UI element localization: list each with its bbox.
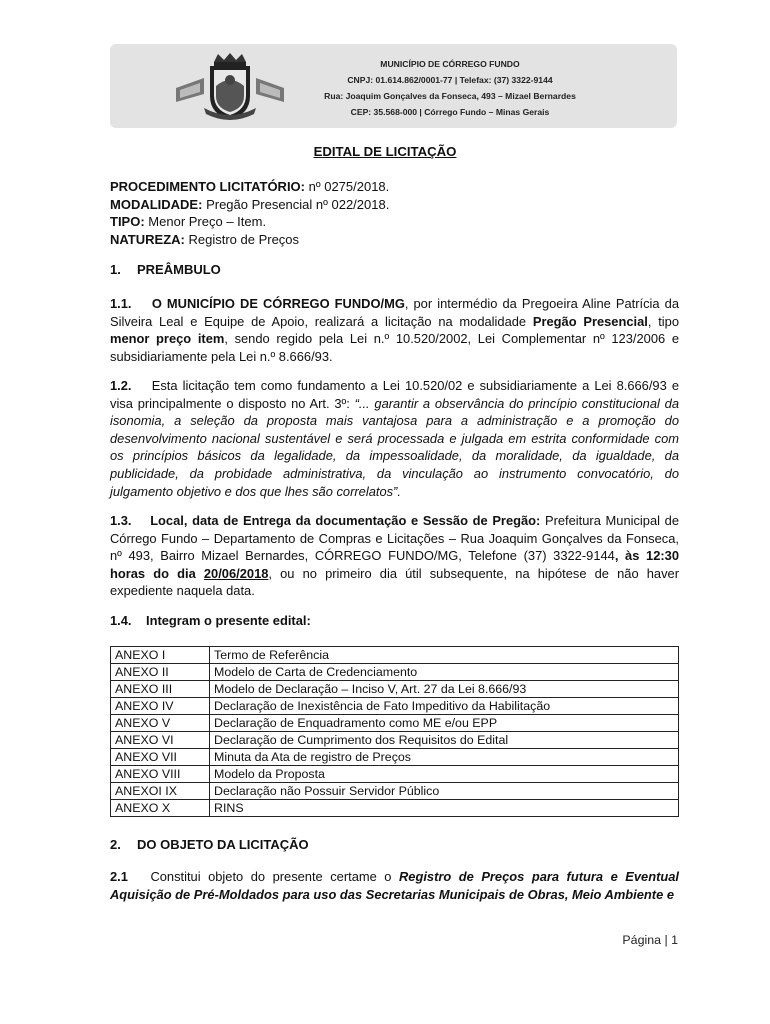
cnpj-line: CNPJ: 01.614.862/0001-77 | Telefax: (37) 3322-9144 — [347, 75, 553, 85]
meta-modality: MODALIDADE: Pregão Presencial nº 022/2018. — [110, 196, 390, 212]
annex-code: ANEXO X — [111, 800, 210, 817]
annex-row — [111, 766, 679, 783]
annex-row — [111, 698, 679, 715]
annex-code: ANEXO VIII — [111, 766, 210, 783]
annex-code: ANEXOI IX — [111, 783, 210, 800]
annex-row — [111, 732, 679, 749]
annex-description: RINS — [210, 800, 679, 817]
annex-description: Modelo de Declaração – Inciso V, Art. 27 da Lei 8.666/93 — [210, 681, 679, 698]
annex-table — [110, 646, 679, 817]
annex-description: Declaração não Possuir Servidor Público — [210, 783, 679, 800]
annex-row — [111, 664, 679, 681]
letterhead — [110, 44, 677, 128]
annex-description: Minuta da Ata de registro de Preços — [210, 749, 679, 766]
letterhead-text — [300, 56, 600, 120]
annex-code: ANEXO I — [111, 647, 210, 664]
document-title: EDITAL DE LICITAÇÃO — [313, 144, 457, 159]
annex-description: Termo de Referência — [210, 647, 679, 664]
annex-code: ANEXO V — [111, 715, 210, 732]
annex-row — [111, 647, 679, 664]
municipality-name: MUNICÍPIO DE CÓRREGO FUNDO — [380, 59, 520, 69]
meta-nature: NATUREZA: Registro de Preços — [110, 231, 300, 247]
annex-code: ANEXO III — [111, 681, 210, 698]
annex-row — [111, 783, 679, 800]
annex-description: Declaração de Cumprimento dos Requisitos do Edital — [210, 732, 679, 749]
annex-code: ANEXO VI — [111, 732, 210, 749]
section-2-heading: 2. DO OBJETO DA LICITAÇÃO — [110, 837, 309, 852]
annex-description: Declaração de Enquadramento como ME e/ou EPP — [210, 715, 679, 732]
annex-code: ANEXO II — [111, 664, 210, 681]
meta-procedure: PROCEDIMENTO LICITATÓRIO: nº 0275/2018. — [110, 179, 390, 194]
paragraph-1-2: 1.2. Esta licitação tem como fundamento a Lei 10.520/02 e subsidiariamente a Lei 8.666/93 e visa principalmente o disposto no Art. 3º: “... garantir a observância do princípio constitucional da isonomia, a seleção da proposta mais vantajosa para a administração e a promoção do desenvolvimento nacional sustentável e será processada e julgada em estrita conformidade com os princípios básicos da legalidade, da impessoalidade, da moralidade, da igualdade, da publicidade, da probidade administrativa, da vinculação ao instrumento convocatório, do julgamento objetivo e dos que lhes são correlatos”. — [110, 378, 679, 499]
meta-type: TIPO: Menor Preço – Item. — [110, 214, 267, 229]
annex-row — [111, 749, 679, 766]
section-1-heading: 1. PREÂMBULO — [110, 262, 221, 277]
paragraph-2-1: 2.1 Constitui objeto do presente certame o Registro de Preços para futura e Eventual Aquisição de Pré-Moldados para uso das Secretarias Municipais de Obras, Meio Ambiente e — [110, 869, 679, 902]
annex-row — [111, 800, 679, 817]
annex-code: ANEXO IV — [111, 698, 210, 715]
address-line: Rua: Joaquim Gonçalves da Fonseca, 493 – Mizael Bernardes — [324, 91, 576, 101]
annex-code: ANEXO VII — [111, 749, 210, 766]
paragraph-1-1: 1.1. O MUNICÍPIO DE CÓRREGO FUNDO/MG, por intermédio da Pregoeira Aline Patrícia da Silveira Leal e Equipe de Apoio, realizará a licitação na modalidade Pregão Presencial, tipo menor preço item, sendo regido pela Lei n.º 10.520/2002, Lei Complementar nº 123/2006 e subsidiariamente pela Lei n.º 8.666/93. — [110, 296, 680, 364]
procedure-meta — [110, 178, 389, 248]
annex-description: Declaração de Inexistência de Fato Impeditivo da Habilitação — [210, 698, 679, 715]
annex-description: Modelo da Proposta — [210, 766, 679, 783]
annex-row — [111, 715, 679, 732]
page-number: Página | 1 — [622, 933, 678, 947]
paragraph-1-4-heading: 1.4. Integram o presente edital: — [110, 613, 311, 628]
cep-line: CEP: 35.568-000 | Córrego Fundo – Minas Gerais — [350, 107, 550, 117]
coat-of-arms-icon — [170, 52, 290, 122]
paragraph-1-3: 1.3. Local, data de Entrega da documentação e Sessão de Pregão: Prefeitura Municipal de Córrego Fundo – Departamento de Compras e Licitações – Rua Joaquim Gonçalves da Fonseca, nº 493, Bairro Mizael Bernardes, CÓRREGO FUNDO/MG, Telefone (37) 3322-9144, às 12:30 horas do dia 20/06/2018, ou no primeiro dia útil subsequente, na hipótese de não haver expediente naquela data. — [110, 513, 679, 599]
annex-row — [111, 681, 679, 698]
annex-description: Modelo de Carta de Credenciamento — [210, 664, 679, 681]
